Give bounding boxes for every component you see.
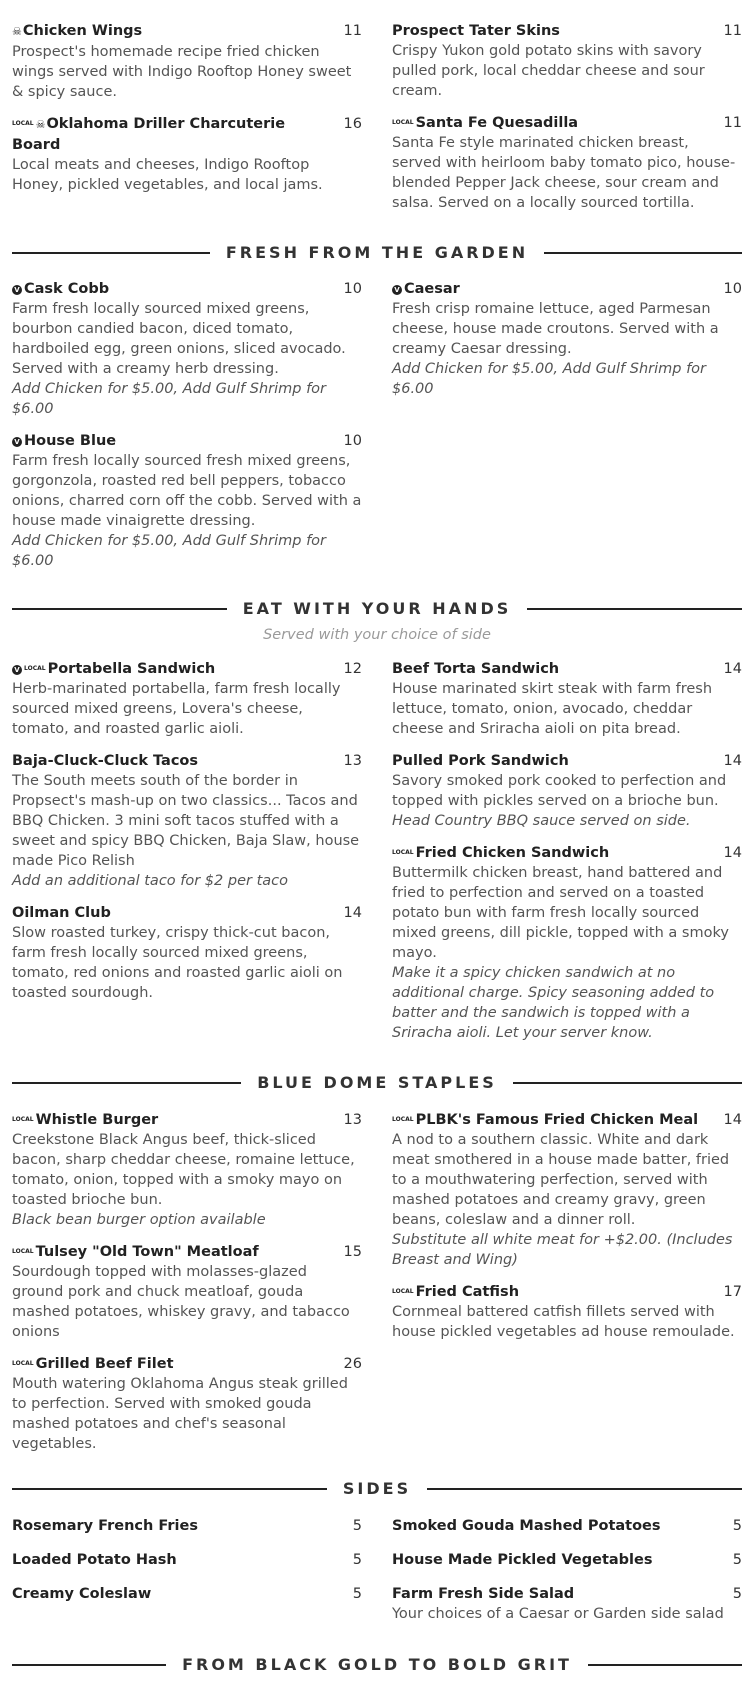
menu-item [392,21,742,101]
section-title: BLUE DOME STAPLES [257,1073,497,1092]
item-description: Cornmeal battered catfish fillets served with house pickled vegetables ad house remoulade. [392,1304,735,1340]
item-name: Portabella Sandwich [47,661,216,677]
item-price: 26 [343,1356,362,1372]
local-icon: LOCAL [392,119,414,126]
section-header [12,242,742,264]
section-starters [0,21,754,225]
item-price: 11 [723,23,742,39]
item-description: Prospect's homemade recipe fried chicken wings served with Indigo Rooftop Honey sweet & spicy sauce. [12,44,352,100]
section-subtitle: Served with your choice of side [263,627,491,643]
local-icon: LOCAL [12,1116,34,1123]
item-price: 14 [343,905,362,921]
vegetarian-icon: V [12,665,22,675]
item-name: Oklahoma Driller Charcuterie Board [12,116,286,153]
item-price: 13 [343,1112,362,1128]
item-note: Make it a spicy chicken sandwich at no additional charge. Spicy seasoning added to batter and the sandwich is topped with a Sriracha aioli. Let your server know. [392,965,715,1041]
item-price: 14 [723,1112,742,1128]
item-name: Smoked Gouda Mashed Potatoes [392,1518,661,1534]
divider [12,1488,327,1490]
item-price: 5 [732,1586,742,1602]
section-title: FROM BLACK GOLD TO BOLD GRIT [182,1655,572,1674]
menu-item [12,659,362,739]
menu-item [392,279,742,399]
item-price: 17 [723,1284,742,1300]
item-name: Rosemary French Fries [12,1518,198,1534]
item-name: Beef Torta Sandwich [392,661,560,677]
item-price: 15 [343,1244,362,1260]
divider [12,252,210,254]
local-icon: LOCAL [12,120,34,127]
item-description: Santa Fe style marinated chicken breast, served with heirloom baby tomato pico, house-blended Pepper Jack cheese, sour cream and salsa. Served on a locally sourced tortilla. [392,135,736,211]
section-garden [0,242,754,583]
item-name: PLBK's Famous Fried Chicken Meal [415,1112,699,1128]
skull-icon: ☠ [12,25,22,38]
item-price: 14 [723,845,742,861]
item-price: 5 [732,1552,742,1568]
item-name: Chicken Wings [22,23,143,39]
menu-item [12,1354,362,1454]
item-price: 11 [343,23,362,39]
divider [588,1664,742,1666]
item-description: Creekstone Black Angus beef, thick-sliced bacon, sharp cheddar cheese, romaine lettuce, tomato, onion, topped with a smoky mayo on toasted brioche bun. [12,1132,355,1208]
item-price: 5 [352,1518,362,1534]
menu-item [12,903,362,1003]
item-description: Savory smoked pork cooked to perfection and topped with pickles served on a brioche bun. [392,773,727,809]
item-price: 12 [343,661,362,677]
item-price: 5 [352,1586,362,1602]
vegetarian-icon: V [392,285,402,295]
item-price: 10 [343,281,362,297]
item-note: Add Chicken for $5.00, Add Gulf Shrimp for $6.00 [12,381,327,417]
side-item [392,1584,742,1624]
divider [12,1082,241,1084]
item-description: Herb-marinated portabella, farm fresh locally sourced mixed greens, Lovera's cheese, tomato, and roasted garlic aioli. [12,681,341,737]
item-price: 5 [732,1518,742,1534]
menu-item [12,1242,362,1342]
item-name: Santa Fe Quesadilla [415,115,579,131]
divider [544,252,742,254]
section-sides [0,1478,754,1638]
item-name: Farm Fresh Side Salad [392,1586,575,1602]
vegetarian-icon: V [12,285,22,295]
item-price: 14 [723,661,742,677]
item-note: Head Country BBQ sauce served on side. [392,813,691,829]
item-note: Add Chicken for $5.00, Add Gulf Shrimp for $6.00 [392,361,707,397]
item-name: Pulled Pork Sandwich [392,753,569,769]
vegetarian-icon: V [12,437,22,447]
menu-item [12,279,362,419]
menu-item [392,113,742,213]
local-icon: LOCAL [392,849,414,856]
item-note: Black bean burger option available [12,1212,266,1228]
side-item [392,1550,742,1570]
item-name: Tulsey "Old Town" Meatloaf [35,1244,259,1260]
section-title: SIDES [342,1479,412,1498]
item-name: Grilled Beef Filet [35,1356,174,1372]
section-staples [0,1072,754,1466]
local-icon: LOCAL [12,1360,34,1367]
item-description: Slow roasted turkey, crispy thick-cut bacon, farm fresh locally sourced mixed greens, tomato, red onions and roasted garlic aioli on toasted sourdough. [12,925,343,1001]
item-name: Baja-Cluck-Cluck Tacos [12,753,199,769]
menu-item [12,114,362,195]
menu-item [12,751,362,891]
local-icon: LOCAL [392,1288,414,1295]
section-title: EAT WITH YOUR HANDS [242,599,512,618]
menu-item [12,431,362,571]
item-price: 10 [343,433,362,449]
section-title: FRESH FROM THE GARDEN [225,243,529,262]
menu-item [392,843,742,1043]
section-header [12,1072,742,1094]
item-name: Prospect Tater Skins [392,23,560,39]
item-description: Farm fresh locally sourced mixed greens, bourbon candied bacon, diced tomato, hardboiled egg, green onions, sliced avocado. Served with a creamy herb dressing. [12,301,346,377]
menu-item [392,1110,742,1270]
item-price: 13 [343,753,362,769]
side-item [12,1550,362,1570]
item-name: Creamy Coleslaw [12,1586,152,1602]
side-item [392,1516,742,1536]
divider [513,1082,742,1084]
item-name: Whistle Burger [35,1112,159,1128]
divider [527,608,742,610]
item-price: 14 [723,753,742,769]
item-price: 11 [723,115,742,131]
section-bottom [0,1654,754,1676]
menu-item [12,1110,362,1230]
section-header [12,1654,742,1676]
section-header [12,598,742,620]
side-item [12,1584,362,1604]
item-name: Loaded Potato Hash [12,1552,177,1568]
menu-item [392,1282,742,1342]
item-description: Fresh crisp romaine lettuce, aged Parmesan cheese, house made croutons. Served with a creamy Caesar dressing. [392,301,719,357]
item-name: Cask Cobb [24,281,110,297]
local-icon: LOCAL [392,1116,414,1123]
item-note: Substitute all white meat for +$2.00. (Includes Breast and Wing) [392,1232,733,1268]
side-item [12,1516,362,1536]
skull-icon: ☠ [35,118,46,131]
item-note: Add an additional taco for $2 per taco [12,873,288,889]
item-name: Oilman Club [12,905,111,921]
item-name: Fried Catfish [415,1284,520,1300]
item-description: Sourdough topped with molasses-glazed ground pork and chuck meatloaf, gouda mashed potatoes, whiskey gravy, and tabacco onions [12,1264,350,1340]
item-price: 16 [343,116,362,132]
menu-item [12,21,362,102]
item-description: Farm fresh locally sourced fresh mixed greens, gorgonzola, roasted red bell peppers, tobacco onions, charred corn off the cobb. Served with a house made vinaigrette dressing. [12,453,362,529]
section-hands [0,598,754,1055]
divider [427,1488,742,1490]
item-name: House Blue [24,433,117,449]
divider [12,608,227,610]
local-icon: LOCAL [12,1248,34,1255]
menu-item [392,659,742,739]
item-description: Local meats and cheeses, Indigo Rooftop Honey, pickled vegetables, and local jams. [12,157,323,193]
item-price: 10 [723,281,742,297]
item-description: Crispy Yukon gold potato skins with savory pulled pork, local cheddar cheese and sour cream. [392,43,705,99]
divider [12,1664,166,1666]
item-note: Add Chicken for $5.00, Add Gulf Shrimp for $6.00 [12,533,327,569]
item-description: A nod to a southern classic. White and dark meat smothered in a house made batter, fried to a mouthwatering perfection, served with mashed potatoes and creamy gravy, green beans, coleslaw and a dinner roll. [392,1132,730,1228]
item-description: The South meets south of the border in Propsect's mash-up on two classics... Tacos and BBQ Chicken. 3 mini soft tacos stuffed with a sweet and spicy BBQ Chicken, Baja Slaw, house made Pico Relish [12,773,360,869]
item-name: Fried Chicken Sandwich [415,845,610,861]
section-header [12,1478,742,1500]
item-description: House marinated skirt steak with farm fresh lettuce, tomato, onion, avocado, cheddar cheese and Sriracha aioli on pita bread. [392,681,713,737]
item-description: Buttermilk chicken breast, hand battered and fried to perfection and served on a toasted potato bun with farm fresh locally sourced mixed greens, dill pickle, topped with a smoky mayo. [392,865,729,961]
item-name: Caesar [404,281,460,297]
local-icon: LOCAL [24,665,46,672]
item-description: Mouth watering Oklahoma Angus steak grilled to perfection. Served with smoked gouda mashed potatoes and chef's seasonal vegetables. [12,1376,348,1452]
item-price: 5 [352,1552,362,1568]
item-name: House Made Pickled Vegetables [392,1552,653,1568]
item-description: Your choices of a Caesar or Garden side salad [392,1606,724,1622]
menu-item [392,751,742,831]
